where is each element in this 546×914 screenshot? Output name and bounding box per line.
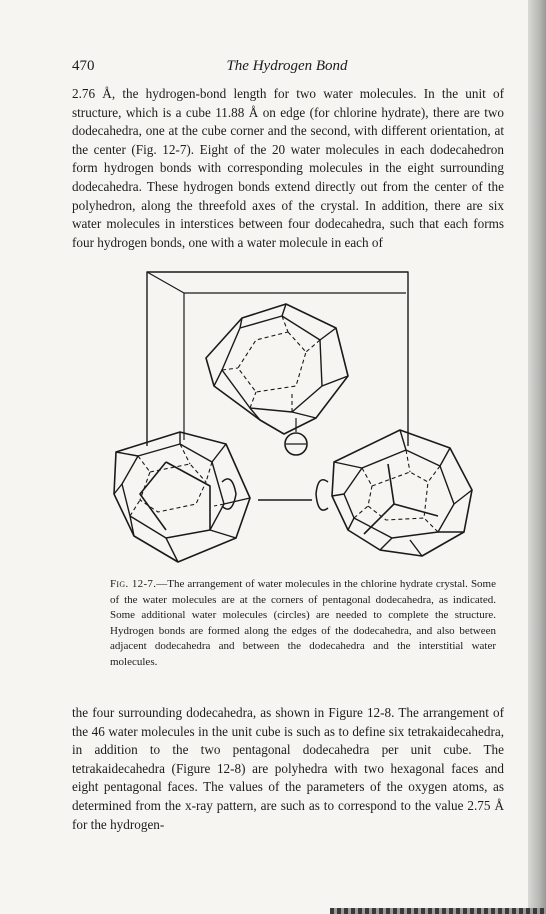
caption-label: Fig. 12-7. — [110, 578, 157, 590]
center-dodecahedron — [206, 304, 348, 434]
dodecahedra-figure — [110, 268, 500, 568]
unit-cube-back-edges — [147, 272, 408, 440]
scan-bottom-band — [330, 908, 546, 914]
right-interstitial-water — [316, 480, 328, 510]
left-dodecahedron — [114, 432, 250, 562]
running-title: The Hydrogen Bond — [226, 58, 348, 74]
paragraph-bottom: the four surrounding dodecahedra, as shown in Figure 12-8. The arrangement of the 46 water molecules in the unit cube is such as to define six tetrakaidecahedra, in addition to the two pentagonal dodecahedra per unit cube. The tetrakaidecahedra (Figure 12-8) are polyhedra with two hexagonal faces and eight pentagonal faces. The values of the parameters of the oxygen atoms, as determined from the x-ray pattern, are such as to correspond to the value 2.75 Å for the hydrogen- — [72, 705, 504, 832]
page-header — [72, 58, 502, 78]
unit-cube-outline — [147, 272, 408, 446]
paragraph-top: 2.76 Å, the hydrogen-bond length for two water molecules. In the unit of structure, which is a cube 11.88 Å on edge (for chlorine hydrate), there are two dodecahedra, one at the cube corner and the second, with different orientation, at the center (Fig. 12-7). Eight of the 20 water molecules in each dodecahedron form hydrogen bonds with corresponding molecules in the eight surrounding dodecahedra. These hydrogen bonds extend directly out from the center of the polyhedron, along the threefold axes of the crystal. In addition, there are six water molecules in interstices between four dodecahedra, such that each forms four hydrogen bonds, one with a water molecule in each of — [72, 86, 504, 250]
right-dodecahedron — [332, 430, 472, 556]
page-edge-shadow — [528, 0, 546, 914]
caption-text: —The arrangement of water molecules in the chlorine hydrate crystal. Some of the water molecules are at the corners of pentagonal dodecahedra, as indicated. Some additional water molecules (circles) are needed to complete the structure. Hydrogen bonds are formed along the edges of the dodecahedra, and also between adjacent dodecahedra and between the dodecahedra and the interstitial water molecules. — [110, 578, 496, 668]
page-number: 470 — [72, 58, 95, 74]
figure-caption — [110, 577, 496, 671]
